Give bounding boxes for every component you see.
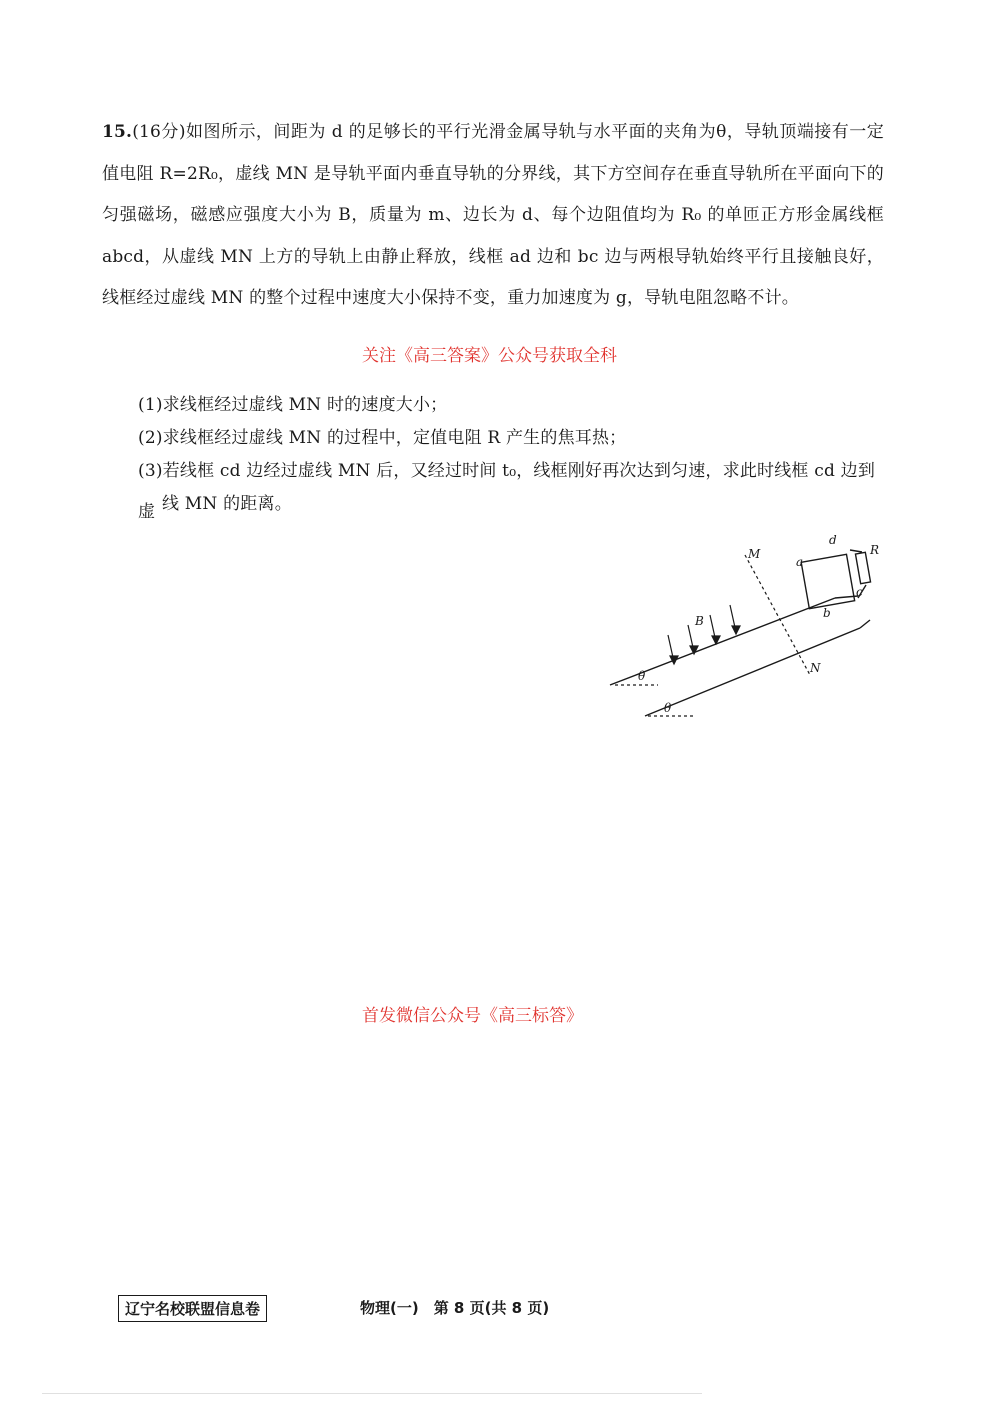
sub-question-2: (2)求线框经过虚线 MN 的过程中，定值电阻 R 产生的焦耳热； (138, 428, 627, 448)
sub-question-1: (1)求线框经过虚线 MN 时的速度大小； (138, 395, 448, 415)
sub-question-3-line1: (3)若线框 cd 边经过虚线 MN 后，又经过时间 t₀，线框刚好再次达到匀速，求此时线框 cd 边到虚 (138, 461, 876, 522)
label-c: c (856, 585, 863, 599)
label-r: R (870, 543, 880, 557)
incline-rail-diagram (600, 530, 900, 730)
question-15 (102, 112, 884, 320)
label-b-field: B (695, 614, 704, 628)
label-theta-1: θ (638, 669, 646, 683)
resistor-lead-top (850, 550, 862, 552)
label-theta-2: θ (664, 701, 672, 715)
lower-rail-end (860, 620, 870, 628)
question-score: (16分) (132, 122, 186, 142)
question-number: 15. (102, 122, 133, 142)
field-arrow-head-4 (732, 626, 740, 634)
label-b: b (823, 606, 831, 620)
watermark-middle: 首发微信公众号《高三标答》 (362, 1006, 583, 1025)
sub-question-3-line2: 线 MN 的距离。 (162, 494, 292, 514)
label-a: a (796, 555, 804, 569)
watermark-top: 关注《高三答案》公众号获取全科 (362, 346, 617, 365)
field-arrow-head-2 (690, 646, 698, 654)
lower-rail (645, 628, 860, 716)
question-stem (102, 112, 884, 320)
bottom-divider (42, 1393, 702, 1394)
label-n: N (810, 661, 821, 675)
question-stem-text: 如图所示，间距为 d 的足够长的平行光滑金属导轨与水平面的夹角为θ，导轨顶端接有一定值电阻 R=2R₀，虚线 MN 是导轨平面内垂直导轨的分界线，其下方空间存在垂直导轨所在平面向下的匀强磁场，磁感应强度大小为 B，质量为 m、边长为 d、每个边阻值均为 R₀ 的单匝正方形金属线框 abcd，从虚线 MN 上方的导轨上由静止释放，线框 ad 边和 bc 边与两根导轨始终平行且接触良好，线框经过虚线 MN 的整个过程中速度大小保持不变，重力加速度为 g，导轨电阻忽略不计。 (102, 122, 884, 308)
label-d: d (829, 533, 837, 547)
resistor (855, 552, 870, 583)
page-footer: 物理(一) 第 8 页(共 8 页) (360, 1299, 550, 1317)
label-m: M (748, 547, 761, 561)
exam-series-box: 辽宁名校联盟信息卷 (118, 1295, 267, 1322)
boundary-mn (745, 555, 810, 675)
field-arrow-head-1 (670, 656, 678, 664)
